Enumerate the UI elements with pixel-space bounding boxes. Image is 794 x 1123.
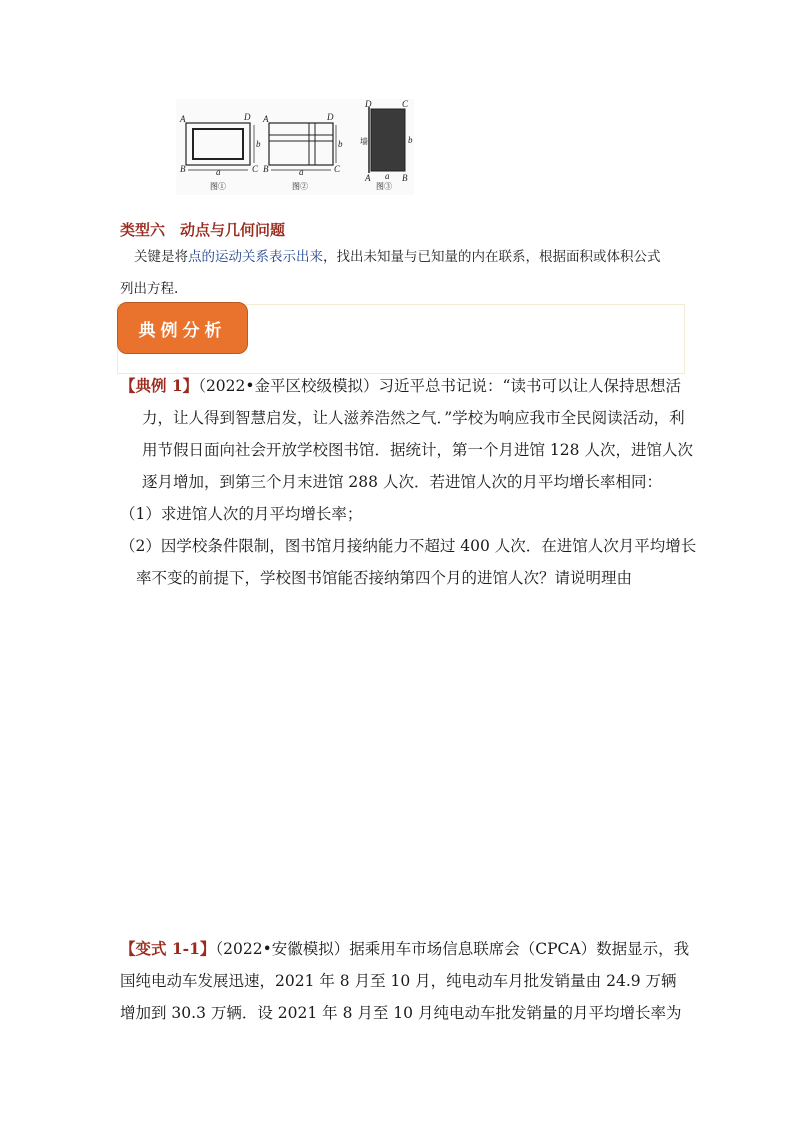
section-description — [120, 241, 690, 305]
description-line-2: 列出方程. — [120, 281, 179, 297]
example-analysis-banner — [117, 302, 248, 354]
banner-label: 典例分析 — [138, 320, 227, 341]
fig2-label-a: a — [299, 167, 304, 177]
fig3-label-B: B — [402, 173, 408, 183]
example-1-question-2: （2）因学校条件限制，图书馆月接纳能力不超过 400 人次．在进馆人次月平均增长率不变的前提下，学校图书馆能否接纳第四个月的进馆人次？请说明理由 — [120, 537, 697, 587]
figure-2 — [262, 112, 343, 191]
variant-source: （2022•安徽模拟） — [215, 940, 350, 958]
section-title: 类型六 动点与几何问题 — [120, 221, 286, 239]
fig2-caption: 图② — [292, 182, 308, 191]
fig3-label-wall: 墙 — [360, 137, 368, 146]
figure-1 — [179, 112, 261, 191]
fig2-label-b: b — [338, 139, 343, 149]
figures-svg — [176, 99, 414, 195]
example-1 — [120, 370, 700, 594]
example-1-bracket: 【典例 1】 — [120, 376, 199, 395]
example-1-body — [120, 370, 700, 498]
example-1-question-1: （1）求进馆人次的月平均增长率； — [120, 505, 363, 523]
fig1-label-a: a — [216, 167, 221, 177]
fig3-label-b: b — [408, 135, 413, 145]
variant-body — [120, 933, 690, 1029]
example-1-text: 习近平总书记说：“读书可以让人保持思想活力，让人得到智慧启发，让人滋养浩然之气．”学校为响应我市全民阅读活动，利用节假日面向社会开放学校图书馆．据统计，第一个月进馆 128 人次，进馆人次逐月增加，到第三个月末进馆 288 人次．若进馆人次的月平均增长率相同： — [142, 377, 693, 491]
desc-prefix: 关键是将 — [134, 249, 188, 265]
fig1-label-C: C — [252, 164, 259, 174]
variant-1-1 — [120, 933, 690, 1029]
desc-highlight: 点的运动关系表示出来 — [188, 249, 323, 265]
fig1-caption: 图① — [210, 182, 226, 191]
fig1-label-B: B — [180, 164, 186, 174]
fig3-label-D: D — [365, 99, 372, 109]
fig1-label-b: b — [256, 139, 261, 149]
desc-suffix: ，找出未知量与已知量的内在联系，根据面积或体积公式 — [323, 249, 661, 265]
description-line-1 — [120, 241, 690, 273]
geometry-figures — [176, 99, 414, 195]
variant-bracket: 【变式 1-1】 — [120, 939, 216, 958]
fig2-label-B: B — [263, 164, 269, 174]
example-1-source: （2022•金平区校级模拟） — [198, 377, 379, 395]
fig1-label-A: A — [180, 114, 186, 124]
variant-text: 据乘用车市场信息联席会（CPCA）数据显示，我国纯电动车发展迅速，2021 年 8 月至 10 月，纯电动车月批发销量由 24.9 万辆增加到 30.3 万辆．设 2021 年 8 月至 10 月纯电动车批发销量的月平均增长率为 — [120, 940, 690, 1022]
fig1-label-D: D — [244, 112, 251, 122]
figure-3 — [360, 99, 413, 191]
fig2-label-C: C — [334, 164, 341, 174]
fig2-label-A: A — [263, 114, 269, 124]
fig3-label-A: A — [365, 173, 371, 183]
fig3-label-C: C — [402, 99, 409, 109]
fig3-label-a: a — [385, 171, 390, 181]
fig3-caption: 图③ — [376, 182, 392, 191]
fig2-label-D: D — [327, 112, 334, 122]
